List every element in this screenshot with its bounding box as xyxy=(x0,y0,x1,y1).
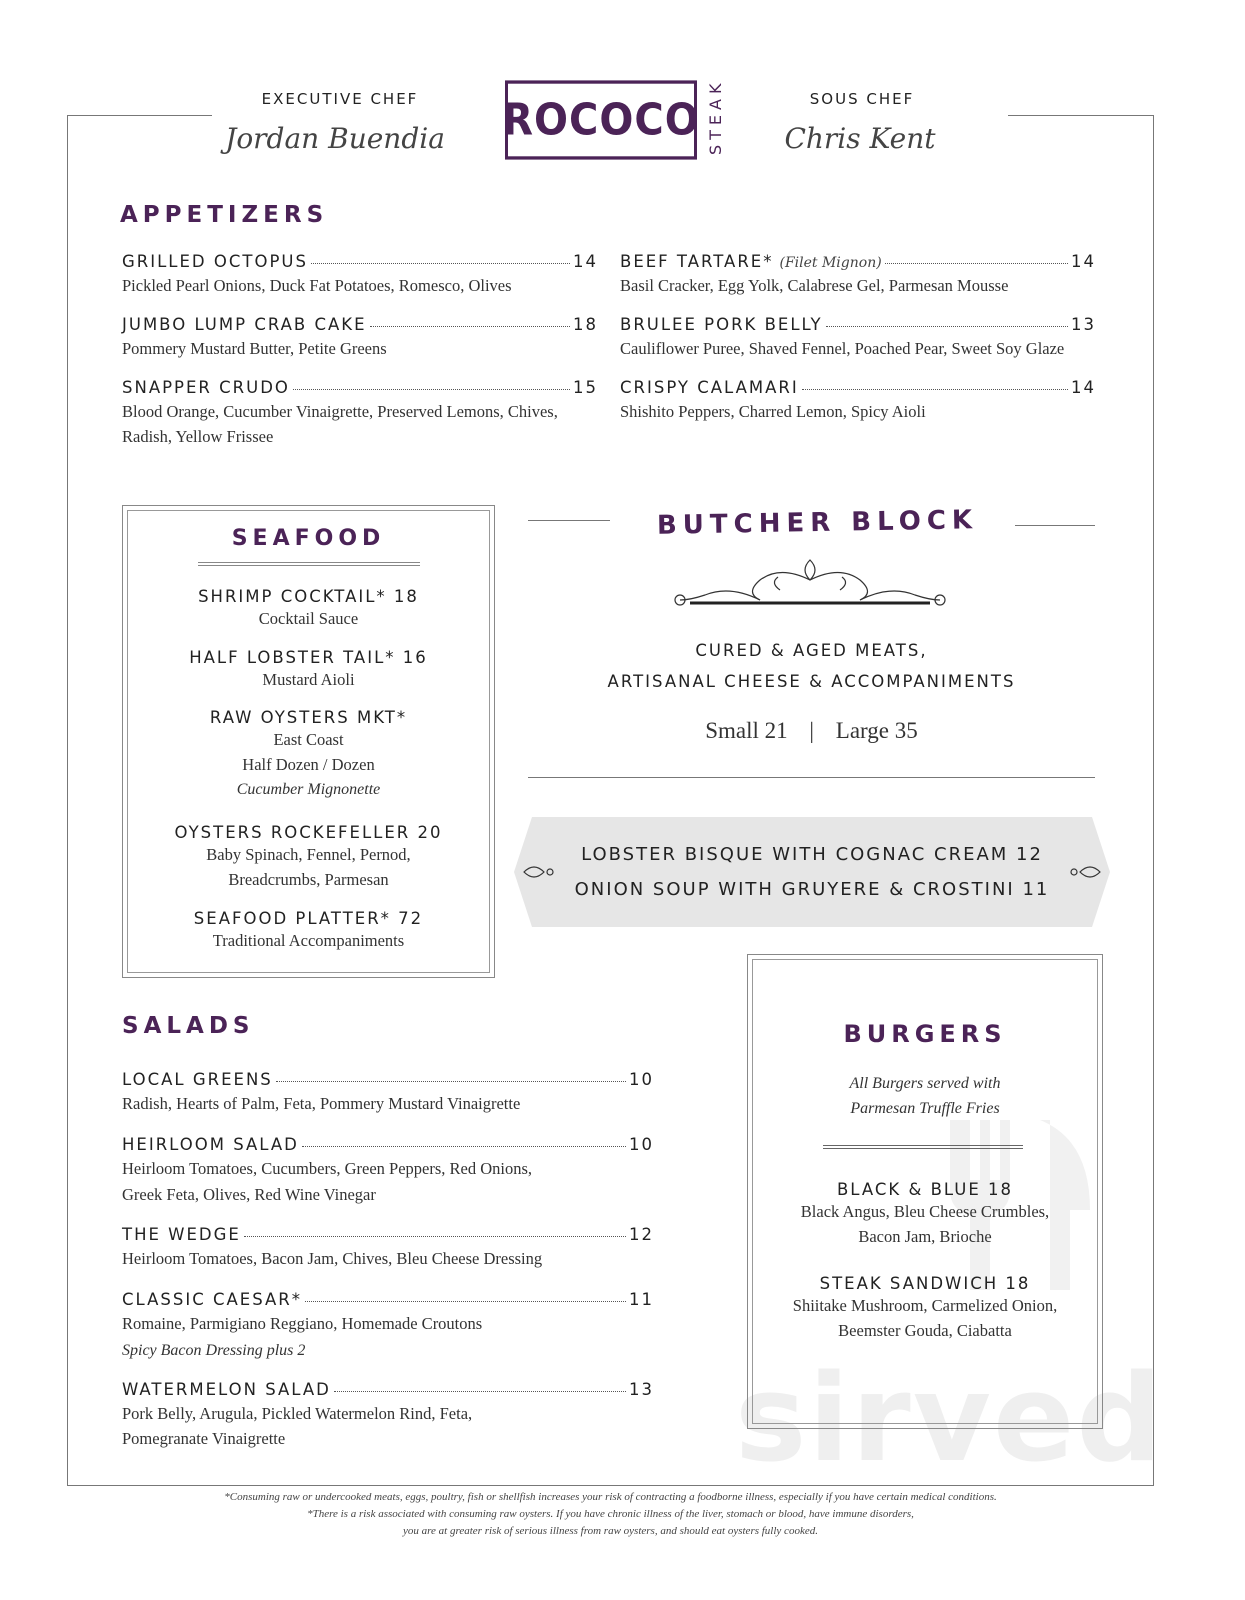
burgers-title: BURGERS xyxy=(843,1020,1007,1048)
item-price: 14 xyxy=(573,252,598,271)
watermark: sirved xyxy=(735,1350,1165,1489)
sous-chef-name: Chris Kent xyxy=(784,122,936,155)
burger-item xyxy=(747,1274,1103,1343)
item-name-text: BEEF TARTARE* xyxy=(620,252,774,271)
seafood-title-underline xyxy=(198,562,420,566)
soup-line1: LOBSTER BISQUE WITH COGNAC CREAM 12 xyxy=(581,844,1043,865)
burger-item xyxy=(747,1180,1103,1249)
item-desc: Pomegranate Vinaigrette xyxy=(122,1429,286,1448)
item-desc: Shiitake Mushroom, Carmelized Onion, xyxy=(792,1296,1058,1315)
item-price: 18 xyxy=(573,315,598,334)
item-desc: Radish, Hearts of Palm, Feta, Pommery Mustard Vinaigrette xyxy=(122,1094,521,1113)
item-desc: Romaine, Parmigiano Reggiano, Homemade Croutons xyxy=(122,1314,483,1333)
menu-item xyxy=(122,1380,654,1451)
menu-item xyxy=(620,252,1096,298)
seafood-item xyxy=(122,909,495,953)
item-desc: Baby Spinach, Fennel, Pernod, xyxy=(206,845,411,864)
item-name: HALF LOBSTER TAIL* 16 xyxy=(189,648,428,667)
menu-item xyxy=(122,315,598,361)
menu-item xyxy=(122,1135,654,1207)
menu-item xyxy=(122,1225,654,1271)
item-desc: Radish, Yellow Frissee xyxy=(122,427,274,446)
item-name: CRISPY CALAMARI xyxy=(620,378,799,397)
item-name: WATERMELON SALAD xyxy=(122,1380,331,1399)
item-desc: Blood Orange, Cucumber Vinaigrette, Preserved Lemons, Chives, xyxy=(122,402,558,421)
item-name: STEAK SANDWICH 18 xyxy=(819,1274,1031,1293)
item-name: SHRIMP COCKTAIL* 18 xyxy=(198,587,419,606)
item-name: RAW OYSTERS MKT* xyxy=(209,708,408,727)
logo xyxy=(502,80,700,159)
size-small: Small 21 xyxy=(705,718,788,743)
item-name: JUMBO LUMP CRAB CAKE xyxy=(122,315,367,334)
footnote-line1: *Consuming raw or undercooked meats, eggs, poultry, fish or shellfish increases your risk of contracting a foodborne illness, especially if you have certain medical conditions. xyxy=(224,1491,997,1503)
size-divider: | xyxy=(809,718,815,743)
item-desc: Beemster Gouda, Ciabatta xyxy=(838,1321,1012,1340)
footnote-line3: you are at greater risk of serious illness from raw oysters, and should eat oysters fully cooked. xyxy=(403,1525,818,1537)
item-desc: Half Dozen / Dozen xyxy=(242,755,375,774)
seafood-item xyxy=(122,587,495,631)
item-desc: Mustard Aioli xyxy=(262,670,355,689)
menu-item xyxy=(122,252,598,298)
item-note: (Filet Mignon) xyxy=(779,255,882,271)
item-name xyxy=(620,252,882,271)
logo-text: ROCOCO xyxy=(502,94,700,146)
item-price: 11 xyxy=(629,1290,654,1309)
item-desc: Cocktail Sauce xyxy=(258,609,359,628)
butcher-block-line1: CURED & AGED MEATS, xyxy=(695,641,928,660)
item-desc: Traditional Accompaniments xyxy=(212,931,405,950)
butcher-block-line2: ARTISANAL CHEESE & ACCOMPANIMENTS xyxy=(607,672,1016,691)
item-price: 12 xyxy=(629,1225,654,1244)
item-note: Cucumber Mignonette xyxy=(236,781,381,798)
item-desc: Bacon Jam, Brioche xyxy=(858,1227,992,1246)
seafood-item xyxy=(122,823,495,892)
item-desc: Heirloom Tomatoes, Cucumbers, Green Peppers, Red Onions, xyxy=(122,1159,533,1178)
burgers-note xyxy=(747,1071,1103,1121)
footnote xyxy=(67,1489,1154,1540)
item-desc: Pork Belly, Arugula, Pickled Watermelon Rind, Feta, xyxy=(122,1404,473,1423)
seafood-item xyxy=(122,708,495,802)
butcher-block-title: BUTCHER BLOCK xyxy=(656,505,979,541)
item-desc: Black Angus, Bleu Cheese Crumbles, xyxy=(800,1202,1050,1221)
size-large: Large 35 xyxy=(835,718,918,743)
item-note: Spicy Bacon Dressing plus 2 xyxy=(122,1342,306,1359)
executive-chef-label: EXECUTIVE CHEF xyxy=(261,90,419,108)
item-price: 13 xyxy=(629,1380,654,1399)
item-name: BLACK & BLUE 18 xyxy=(836,1180,1014,1199)
item-desc: Shishito Peppers, Charred Lemon, Spicy Aioli xyxy=(620,402,926,421)
menu-item xyxy=(620,315,1096,361)
item-price: 10 xyxy=(629,1070,654,1089)
item-desc: Cauliflower Puree, Shaved Fennel, Poached Pear, Sweet Soy Glaze xyxy=(620,339,1065,358)
logo-sub: STEAK xyxy=(706,78,725,155)
menu-item xyxy=(122,378,598,449)
executive-chef-name: Jordan Buendia xyxy=(225,122,445,155)
item-price: 14 xyxy=(1071,378,1096,397)
footnote-line2: *There is a risk associated with consuming raw oysters. If you have chronic illness of the liver, stomach or blood, have immune disorders, xyxy=(307,1508,914,1520)
item-desc: East Coast xyxy=(273,730,344,749)
item-name: GRILLED OCTOPUS xyxy=(122,252,308,271)
burgers-note-line2: Parmesan Truffle Fries xyxy=(850,1100,1000,1117)
item-name: LOCAL GREENS xyxy=(122,1070,273,1089)
item-desc: Pickled Pearl Onions, Duck Fat Potatoes, Romesco, Olives xyxy=(122,276,512,295)
burgers-note-line1: All Burgers served with xyxy=(849,1075,1001,1092)
item-desc: Basil Cracker, Egg Yolk, Calabrese Gel, Parmesan Mousse xyxy=(620,276,1009,295)
item-price: 13 xyxy=(1071,315,1096,334)
item-name: CLASSIC CAESAR* xyxy=(122,1290,302,1309)
seafood-title: SEAFOOD xyxy=(231,526,386,551)
item-price: 14 xyxy=(1071,252,1096,271)
salads-title: SALADS xyxy=(122,1013,255,1039)
item-name: OYSTERS ROCKEFELLER 20 xyxy=(174,823,443,842)
burgers-divider xyxy=(823,1145,1023,1149)
item-name: SNAPPER CRUDO xyxy=(122,378,290,397)
item-desc: Heirloom Tomatoes, Bacon Jam, Chives, Bleu Cheese Dressing xyxy=(122,1249,543,1268)
ornament-flourish-icon xyxy=(660,555,960,615)
item-name: SEAFOOD PLATTER* 72 xyxy=(193,909,424,928)
menu-item xyxy=(620,378,1096,424)
item-name: HEIRLOOM SALAD xyxy=(122,1135,299,1154)
item-name: BRULEE PORK BELLY xyxy=(620,315,823,334)
soup-line2: ONION SOUP WITH GRUYERE & CROSTINI 11 xyxy=(574,879,1050,900)
menu-item xyxy=(122,1290,654,1363)
item-name: THE WEDGE xyxy=(122,1225,241,1244)
appetizers-title: APPETIZERS xyxy=(120,202,329,228)
item-price: 10 xyxy=(629,1135,654,1154)
item-desc: Greek Feta, Olives, Red Wine Vinegar xyxy=(122,1185,376,1204)
menu-item xyxy=(122,1070,654,1116)
item-desc: Pommery Mustard Butter, Petite Greens xyxy=(122,339,387,358)
item-desc: Breadcrumbs, Parmesan xyxy=(228,870,389,889)
seafood-item xyxy=(122,648,495,692)
item-price: 15 xyxy=(573,378,598,397)
sous-chef-label: SOUS CHEF xyxy=(809,90,915,108)
butcher-block-sizes xyxy=(528,718,1095,744)
